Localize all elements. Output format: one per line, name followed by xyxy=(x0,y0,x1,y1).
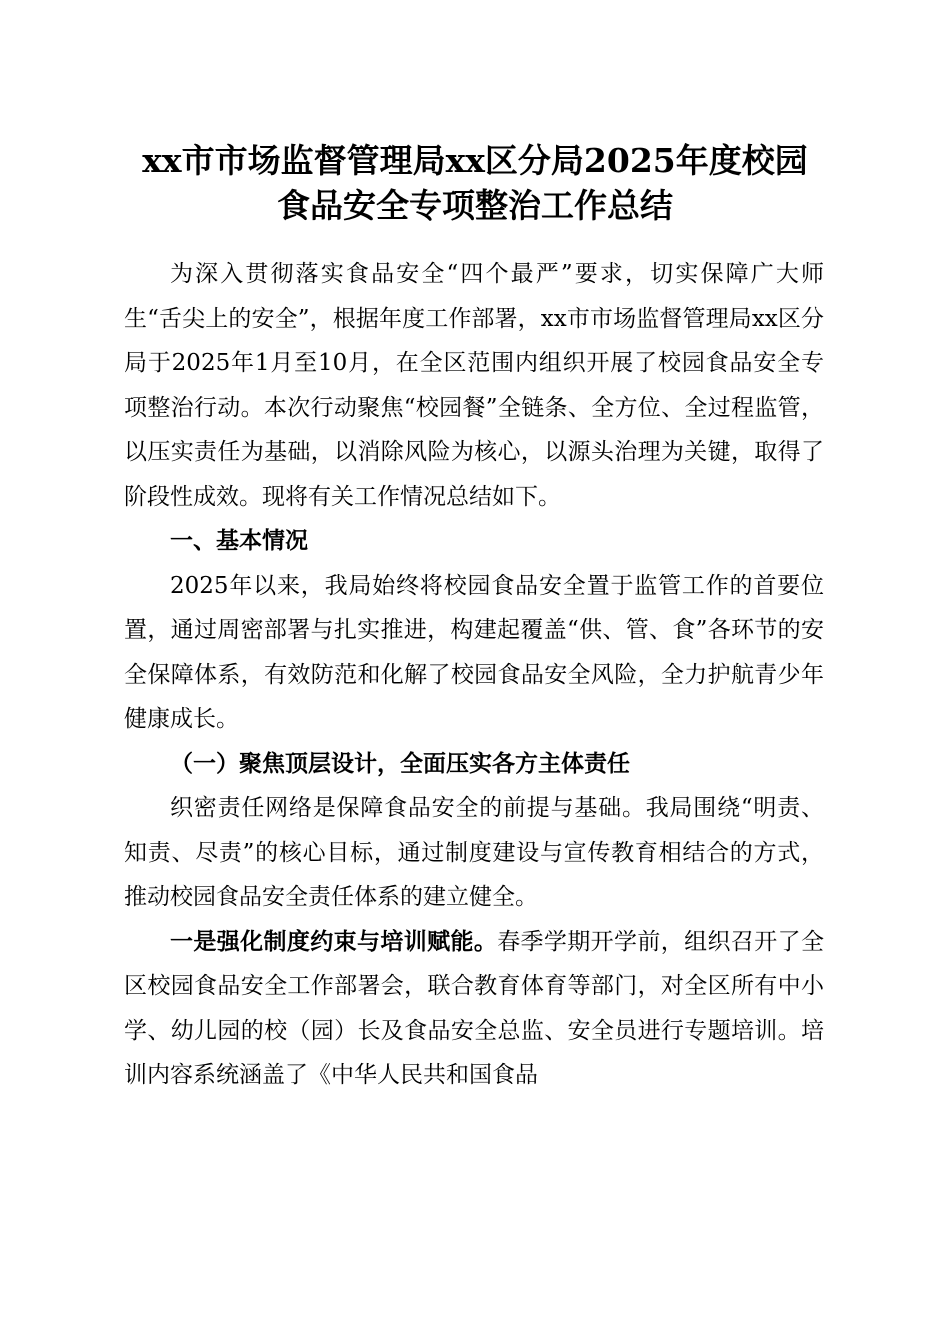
document-body xyxy=(124,252,824,1098)
section-heading-basic-situation: 一、基本情况 xyxy=(170,528,308,554)
point1-paragraph xyxy=(124,920,824,1098)
document-title xyxy=(100,138,850,228)
section1-paragraph: 2025年以来，我局始终将校园食品安全置于监管工作的首要位置，通过周密部署与扎实推进，构建起覆盖“供、管、食”各环节的安全保障体系，有效防范和化解了校园食品安全风险，全力护航青少年健康成长。 xyxy=(124,572,824,732)
title-line-2: 食品安全专项整治工作总结 xyxy=(277,186,673,225)
intro-paragraph: 为深入贯彻落实食品安全“四个最严”要求，切实保障广大师生“舌尖上的安全”，根据年度工作部署，xx市市场监督管理局xx区分局于2025年1月至10月，在全区范围内组织开展了校园食品安全专项整治行动。本次行动聚焦“校园餐”全链条、全方位、全过程监管，以压实责任为基础，以消除风险为核心，以源头治理为关键，取得了阶段性成效。现将有关工作情况总结如下。 xyxy=(124,261,824,510)
subsection-heading-top-level-design: （一）聚焦顶层设计，全面压实各方主体责任 xyxy=(170,750,630,777)
point1-text: 春季学期开学前，组织召开了全区校园食品安全工作部署会，联合教育体育等部门，对全区所有中小学、幼儿园的校（园）长及食品安全总监、安全员进行专题培训。培训内容系统涵盖了《中华人民共和国食品 xyxy=(124,928,825,1088)
subsection1-paragraph: 织密责任网络是保障食品安全的前提与基础。我局围绕“明责、知责、尽责”的核心目标，通过制度建设与宣传教育相结合的方式，推动校园食品安全责任体系的建立健全。 xyxy=(124,795,824,910)
title-line-1: xx市市场监督管理局xx区分局2025年度校园 xyxy=(142,141,808,180)
point1-lead: 一是强化制度约束与培训赋能。 xyxy=(170,928,498,955)
